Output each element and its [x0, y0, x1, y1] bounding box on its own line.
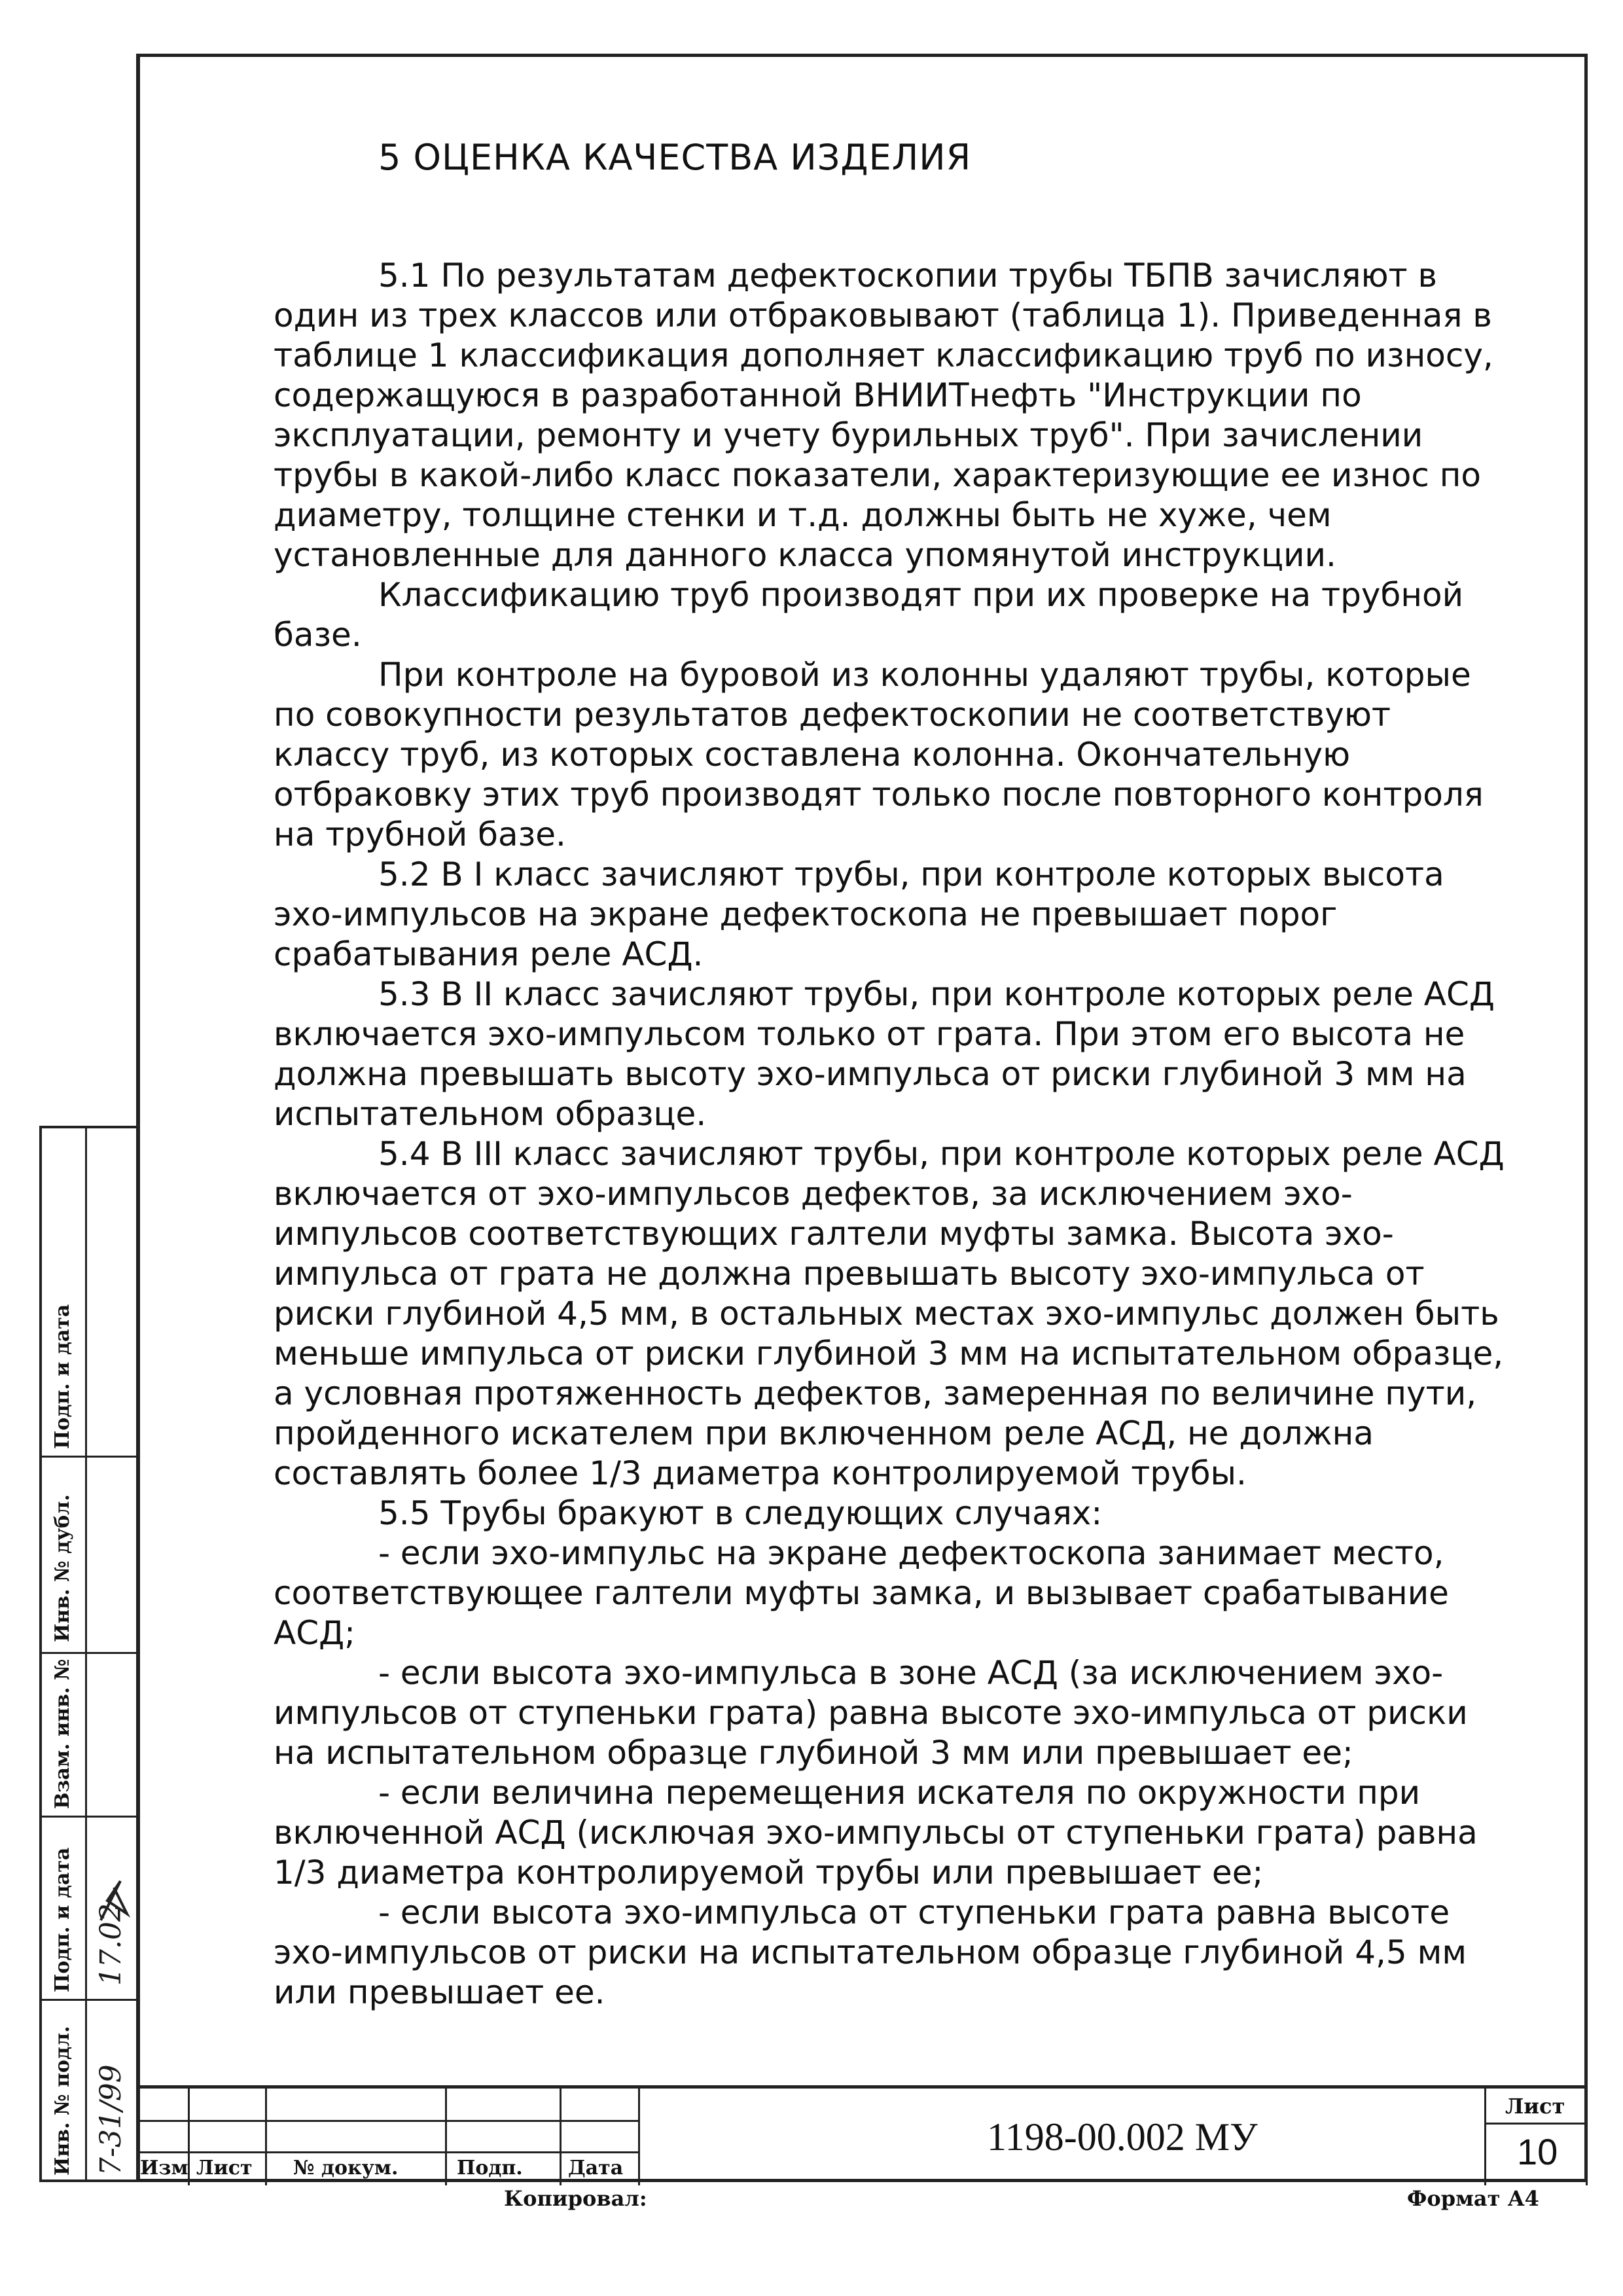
- format-label: Формат А4: [1407, 2186, 1539, 2211]
- side-stamp: [39, 1126, 137, 2182]
- side-label-podp-data: Подп. и дата: [51, 1847, 74, 1992]
- side-stamp-values-column: [85, 1128, 137, 2179]
- paragraph-5-2: 5.2 В I класс зачисляют трубы, при контроле которых высота эхо-импульсов на экране дефектоскопа не превышает порог срабатывания реле АСД.: [274, 855, 1444, 973]
- tb-label-izm: Изм: [140, 2157, 188, 2179]
- tb-row-divider: [136, 2151, 640, 2153]
- tb-sheet-divider: [1486, 2123, 1588, 2125]
- tb-label-list: Лист: [196, 2157, 253, 2179]
- side-stamp-divider: [42, 1456, 137, 1458]
- sheet-label: Лист: [1505, 2094, 1565, 2119]
- reject-case-2: - если высота эхо-импульса в зоне АСД (за исключением эхо-импульсов от ступеньки грата) равна высоте эхо-импульса от риски на испытательном образце глубиной 3 мм или превышает ее;: [274, 1654, 1468, 1772]
- paragraph-control: При контроле на буровой из колонны удаляют трубы, которые по совокупности результатов дефектоскопии не соответствуют классу труб, из которых составлена колонна. Окончательную отбраковку этих труб производят только после повторного контроля на трубной базе.: [274, 656, 1484, 853]
- title-block: [136, 2085, 1588, 2182]
- paragraph-5-5: 5.5 Трубы бракуют в следующих случаях:: [378, 1494, 1103, 1532]
- paragraph-5-3: 5.3 В II класс зачисляют трубы, при контроле которых реле АСД включается эхо-импульсом только от грата. При этом его высота не должна превышать высоту эхо-импульса от риски глубиной 3 мм на испытательном образце.: [274, 975, 1495, 1133]
- tb-label-podp: Подп.: [457, 2157, 523, 2179]
- side-stamp-divider: [42, 1816, 137, 1818]
- side-label-inv-dubl: Инв. № дубл.: [51, 1494, 74, 1642]
- paragraph-5-1: 5.1 По результатам дефектоскопии трубы ТБПВ зачисляют в один из трех классов или отбраковывают (таблица 1). Приведенная в таблице 1 классификация дополняет классификацию труб по износу, содержащуюся в разработанной ВНИИТнефть "Инструкции по эксплуатации, ремонту и учету бурильных труб". При зачислении трубы в какой-либо класс показатели, характеризующие ее износ по диаметру, толщине стенки и т.д. должны быть не хуже, чем установленные для данного класса упомянутой инструкции.: [274, 257, 1493, 574]
- side-label-inv-podl: Инв. № подл.: [51, 2026, 74, 2176]
- sheet-number: 10: [1517, 2131, 1558, 2172]
- side-stamp-divider: [42, 1999, 137, 2001]
- document-body: [274, 137, 1517, 2013]
- side-label-vzam-inv: Взам. инв. №: [51, 1659, 74, 1809]
- paragraph-5-4: 5.4 В III класс зачисляют трубы, при контроле которых реле АСД включается от эхо-импульсов дефектов, за исключением эхо-импульсов соответствующих галтели муфты замка. Высота эхо-импульса от грата не должна превышать высоту эхо-импульса от риски глубиной 4,5 мм, в остальных местах эхо-импульс должен быть меньше импульса от риски глубиной 3 мм на испытательном образце, а условная протяженность дефектов, замеренная по величине пути, пройденного искателем при включенном реле АСД, не должна составлять более 1/3 диаметра контролируемой трубы.: [274, 1135, 1505, 1492]
- side-stamp-labels-column: [42, 1128, 87, 2179]
- reject-case-3: - если величина перемещения искателя по окружности при включенной АСД (исключая эхо-импульсы от ступеньки грата) равна 1/3 диаметра контролируемой трубы или превышает ее;: [274, 1774, 1478, 1892]
- side-stamp-divider: [42, 1652, 137, 1654]
- tb-label-data: Дата: [568, 2157, 624, 2179]
- paragraph-classification: Классификацию труб производят при их проверке на трубной базе.: [274, 576, 1464, 654]
- handwritten-date: 17.02: [94, 1903, 128, 1986]
- tb-row-divider: [136, 2120, 640, 2122]
- reject-case-4: - если высота эхо-импульса от ступеньки грата равна высоте эхо-импульсов от риски на испытательном образце глубиной 4,5 мм или превышает ее.: [274, 1893, 1467, 2011]
- document-number: 1198-00.002 МУ: [987, 2115, 1258, 2159]
- side-label-podp-data-top: Подп. и дата: [51, 1304, 74, 1449]
- section-heading: 5 ОЦЕНКА КАЧЕСТВА ИЗДЕЛИЯ: [378, 137, 972, 178]
- tb-label-doc: № докум.: [293, 2157, 399, 2179]
- signature-mark: [94, 1874, 134, 1927]
- handwritten-inventory-number: 7-31/99: [94, 2064, 128, 2176]
- reject-case-1: - если эхо-импульс на экране дефектоскопа занимает место, соответствующее галтели муфты замка, и вызывает срабатывание АСД;: [274, 1534, 1449, 1652]
- copied-by-label: Копировал:: [504, 2186, 647, 2211]
